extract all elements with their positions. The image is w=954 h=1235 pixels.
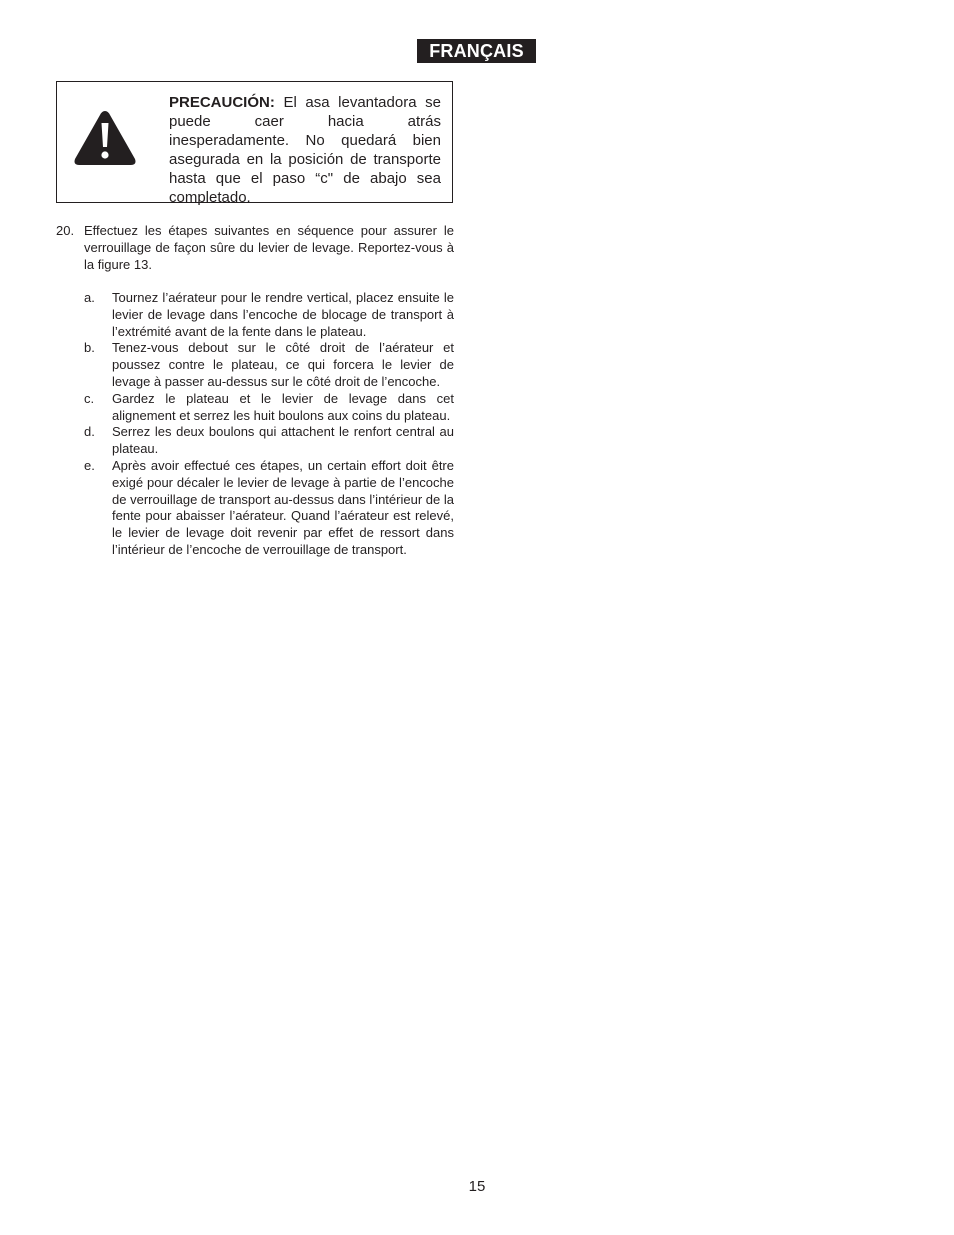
substep-letter: e.: [84, 457, 95, 473]
step-number: 20.: [56, 223, 75, 238]
substep-text: Serrez les deux boulons qui attachent le renfort central au plateau.: [112, 424, 454, 457]
caution-body: El asa levantadora se puede caer hacia atrás inesperadamente. No quedará bien asegurada en la posición de transporte hasta que el paso “c" de abajo sea completado.: [169, 94, 441, 206]
caution-label: PRECAUCIÓN:: [169, 94, 275, 111]
substep-e: [84, 458, 454, 559]
substep-b: [84, 340, 454, 390]
language-badge: FRANÇAIS: [417, 39, 536, 63]
step-text: Effectuez les étapes suivantes en séquence pour assurer le verrouillage de façon sûre du levier de levage. Reportez-vous à la figure 13.: [84, 223, 454, 272]
substep-list: [84, 290, 454, 559]
substep-letter: b.: [84, 340, 95, 356]
substep-text: Tournez l’aérateur pour le rendre vertical, placez ensuite le levier de levage dans l’encoche de blocage de transport à l’extrémité avant de la fente dans le plateau.: [112, 290, 454, 339]
substep-d: [84, 424, 454, 458]
substep-letter: a.: [84, 290, 95, 305]
substep-letter: d.: [84, 424, 95, 440]
substep-text: Tenez-vous debout sur le côté droit de l’aérateur et poussez contre le plateau, ce qui forcera le levier de levage à passer au-dessus sur le côté droit de l’encoche.: [112, 340, 454, 389]
substep-a: [84, 290, 454, 340]
caution-box: [56, 81, 453, 206]
step-20: [56, 223, 454, 273]
substep-letter: c.: [84, 390, 95, 406]
page-number: 15: [468, 1178, 486, 1195]
caution-text: [169, 93, 441, 207]
substep-text: Gardez le plateau et le levier de levage dans cet alignement et serrez les huit boulons aux coins du plateau.: [112, 390, 454, 423]
substep-c: [84, 391, 454, 425]
warning-triangle-icon: [71, 107, 139, 169]
substep-text: Après avoir effectué ces étapes, un certain effort doit être exigé pour décaler le levier de levage à partie de l’encoche de verrouillage de transport au-dessus dans l’intérieur de la fente pour abaisser l’aérateur. Quand l’aérateur est relevé, le levier de levage doit revenir par effet de ressort dans l’intérieur de l’encoche de verrouillage de transport.: [112, 457, 454, 557]
